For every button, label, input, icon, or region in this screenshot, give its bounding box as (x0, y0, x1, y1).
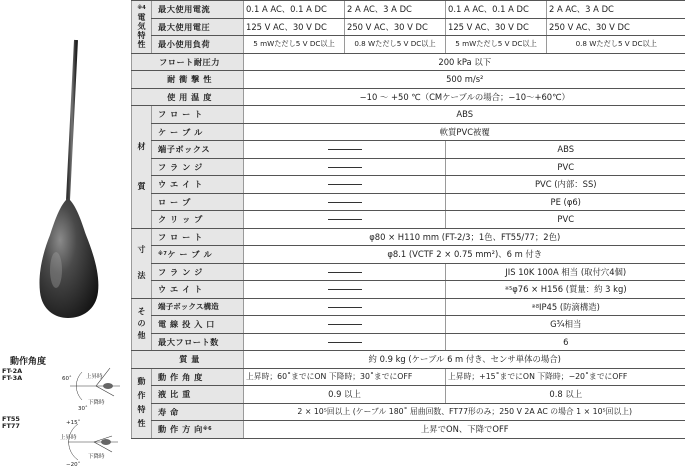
row-mat-flange (132, 158, 685, 176)
label-dim-flange: フ ラ ン ジ (152, 263, 244, 281)
not-applicable-dash (328, 149, 362, 150)
max-current-3: 0.1 A AC、0.1 A DC (446, 1, 547, 19)
row-mat-rope (132, 193, 685, 211)
elec-note: ※4 (137, 5, 146, 12)
cable-entry-value: G¾相当 (446, 316, 685, 334)
temp-value: −10 〜 +50 ℃（CMケーブルの場合；−10〜+60℃） (244, 88, 685, 106)
life-value: 2 × 10⁵回以上 (ケーブル 180˚ 屈曲回数、FT77形のみ；250 V 2A AC の場合 1 × 10⁵回以上) (244, 403, 685, 421)
action-angle-1: 上昇時；60˚までにON 下降時；30˚までにOFF (244, 368, 446, 386)
min-load-4: 0.8 Wただし5 V DC以上 (547, 36, 685, 54)
label-dim-float: フ ロ ー ト (152, 228, 244, 246)
row-mat-cable (132, 123, 685, 141)
row-shock (132, 71, 685, 89)
row-ratio (132, 386, 685, 404)
label-cable-entry: 電 線 投 入 口 (152, 316, 244, 334)
label-shock: 耐 衝 撃 性 (132, 71, 244, 89)
dim-weight-cell (446, 281, 685, 299)
angle-b-down: −20˚ (66, 462, 81, 468)
row-dim-weight (132, 281, 685, 299)
not-applicable-dash (328, 307, 362, 308)
direction-value: 上昇でON、下降でOFF (244, 421, 685, 439)
row-direction (132, 421, 685, 439)
label-rise-b: 上昇時 (60, 435, 77, 441)
label-mass: 質 量 (132, 351, 244, 369)
label-max-current: 最大使用電流 (152, 1, 244, 19)
row-max-floats (132, 333, 685, 351)
group-material-label: 材質 (137, 141, 146, 191)
label-max-floats: 最大フロート数 (152, 333, 244, 351)
min-load-1: 5 mWただし5 V DC以上 (244, 36, 345, 54)
label-mat-cable: ケ ー ブ ル (152, 123, 244, 141)
group-elec (132, 1, 152, 54)
mat-cable-value: 軟質PVC被覆 (244, 123, 685, 141)
min-load-3: 5 mWただし5 V DC以上 (446, 36, 547, 54)
diagram-title: 動作角度 (10, 357, 47, 367)
angle-a-up: 60˚ (62, 376, 72, 382)
row-float-pressure (132, 53, 685, 71)
mat-clip-value: PVC (446, 211, 685, 229)
not-applicable-dash (328, 219, 362, 220)
max-current-2: 2 A AC、3 A DC (345, 1, 446, 19)
row-life (132, 403, 685, 421)
group-dim (132, 228, 152, 298)
mat-float-value: ABS (244, 106, 685, 124)
angle-b-up: +15˚ (66, 420, 81, 426)
max-current-4: 2 A AC、3 A DC (547, 1, 685, 19)
not-applicable-dash (328, 202, 362, 203)
label-fall-b: 下降時 (88, 454, 105, 460)
ratio-2: 0.8 以上 (446, 386, 685, 404)
not-applicable-dash (328, 342, 362, 343)
not-applicable-dash (328, 167, 362, 168)
dim-float-value: φ80 × H110 mm (FT-2/3；1色、FT55/77；2色) (244, 228, 685, 246)
spec-table (131, 0, 685, 439)
row-box-struct (132, 298, 685, 316)
dim-weight-value: φ76 × H156 (質量：約 3 kg) (512, 284, 627, 295)
label-mat-rope: ロ ー プ (152, 193, 244, 211)
label-mat-clip: ク リ ッ プ (152, 211, 244, 229)
mat-rope-value: PE (φ6) (446, 193, 685, 211)
row-max-current (132, 1, 685, 19)
group-other-label: その他 (137, 307, 146, 341)
mat-weight-value: PVC (内部：SS) (446, 176, 685, 194)
group-action-label: 動作特性 (137, 377, 146, 428)
label-mat-flange: フ ラ ン ジ (152, 158, 244, 176)
cable (68, 40, 76, 200)
dim-note: ※7 (158, 251, 168, 258)
label-mat-float: フ ロ ー ト (152, 106, 244, 124)
row-temp (132, 88, 685, 106)
direction-note: ※6 (202, 426, 213, 433)
not-applicable-dash (328, 184, 362, 185)
label-rise-a: 上昇時 (86, 374, 103, 380)
row-dim-float (132, 228, 685, 246)
model-label-b: FT55 FT77 (2, 415, 20, 430)
label-float-pressure: フロート耐圧力 (132, 53, 244, 71)
dim-weight-note: ※5 (504, 286, 513, 293)
group-material (132, 106, 152, 229)
float-body (39, 198, 98, 318)
box-struct-value: IP45 (防滴構造) (539, 301, 600, 312)
product-panel (0, 0, 131, 476)
model-label-a: FT-2A FT-3A (2, 367, 23, 382)
label-direction-text: 動 作 方 向 (158, 424, 203, 435)
ratio-1: 0.9 以上 (244, 386, 446, 404)
row-dim-cable (132, 246, 685, 264)
label-dim-cable (152, 246, 244, 264)
row-mat-weight (132, 176, 685, 194)
mat-box-value: ABS (446, 141, 685, 159)
not-applicable-dash (328, 324, 362, 325)
row-cable-entry (132, 316, 685, 334)
row-max-voltage (132, 18, 685, 36)
group-action (132, 368, 152, 438)
label-direction (152, 421, 244, 439)
float-switch-image (0, 0, 131, 346)
row-mass (132, 351, 685, 369)
min-load-2: 0.8 Wただし5 V DC以上 (345, 36, 446, 54)
label-life: 寿 命 (152, 403, 244, 421)
shock-value: 500 m/s² (244, 71, 685, 89)
label-box-struct: 端子ボックス構造 (152, 298, 244, 316)
max-voltage-4: 250 V AC、30 V DC (547, 18, 685, 36)
mass-value: 約 0.9 kg (ケーブル 6 m 付き、センサ単体の場合) (244, 351, 685, 369)
row-mat-float (132, 106, 685, 124)
max-floats-value: 6 (446, 333, 685, 351)
angle-a-down: 30˚ (78, 406, 88, 412)
label-dim-weight: ウ エ イ ト (152, 281, 244, 299)
not-applicable-dash (328, 272, 362, 273)
max-voltage-1: 125 V AC、30 V DC (244, 18, 345, 36)
group-dim-label: 寸法 (137, 245, 146, 280)
max-current-1: 0.1 A AC、0.1 A DC (244, 1, 345, 19)
label-mat-box: 端子ボックス (152, 141, 244, 159)
label-fall-a: 下降時 (88, 400, 105, 406)
mat-flange-value: PVC (446, 158, 685, 176)
box-struct-cell (446, 298, 685, 316)
label-mat-weight: ウ エ イ ト (152, 176, 244, 194)
dim-cable-value: φ8.1 (VCTF 2 × 0.75 mm²)、6 m 付き (244, 246, 685, 264)
row-mat-box (132, 141, 685, 159)
dim-flange-value: JIS 10K 100A 相当 (取付穴4個) (446, 263, 685, 281)
row-action-angle (132, 368, 685, 386)
label-action-angle: 動 作 角 度 (152, 368, 244, 386)
not-applicable-dash (328, 289, 362, 290)
group-other (132, 298, 152, 351)
row-min-load (132, 36, 685, 54)
label-dim-cable-text: ケ ー ブ ル (167, 249, 213, 260)
max-voltage-3: 125 V AC、30 V DC (446, 18, 547, 36)
row-mat-clip (132, 211, 685, 229)
action-angle-2: 上昇時；+15˚までにON 下降時；−20˚までにOFF (446, 368, 685, 386)
label-max-voltage: 最大使用電圧 (152, 18, 244, 36)
label-ratio: 液 比 重 (152, 386, 244, 404)
label-temp: 使 用 温 度 (132, 88, 244, 106)
label-min-load: 最小使用負荷 (152, 36, 244, 54)
row-dim-flange (132, 263, 685, 281)
box-struct-note: ※8 (531, 303, 539, 310)
max-voltage-2: 250 V AC、30 V DC (345, 18, 446, 36)
group-elec-label: 電気特性 (137, 13, 146, 50)
float-pressure-value: 200 kPa 以下 (244, 53, 685, 71)
